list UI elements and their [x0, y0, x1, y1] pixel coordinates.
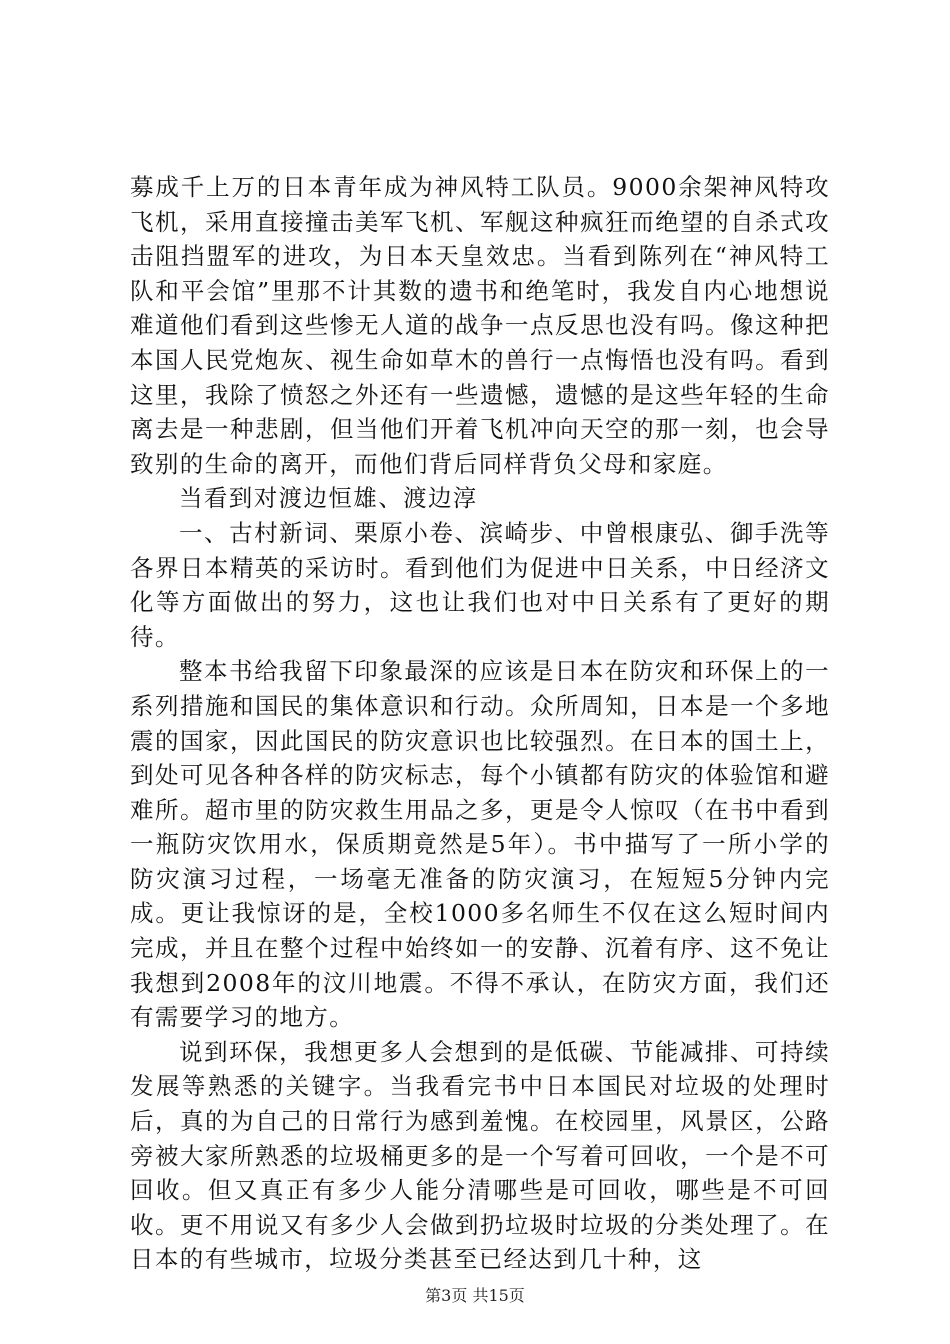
- page-number-footer: 第3页 共15页: [425, 1286, 525, 1305]
- paragraph-4: 整本书给我留下印象最深的应该是日本在防灾和环保上的一系列措施和国民的集体意识和行动。众所周知，日本是一个多地震的国家，因此国民的防灾意识也比较强烈。在日本的国土上，到处可见各种各样的防灾标志，每个小镇都有防灾的体验馆和避难所。超市里的防灾救生用品之多，更是令人惊叹（在书中看到一瓶防灾饮用水，保质期竟然是5年）。书中描写了一所小学的防灾演习过程，一场毫无准备的防灾演习，在短短5分钟内完成。更让我惊讶的是，全校1000多名师生不仅在这么短时间内完成，并且在整个过程中始终如一的安静、沉着有序、这不免让我想到2008年的汶川地震。不得不承认，在防灾方面，我们还有需要学习的地方。: [130, 657, 830, 1032]
- paragraph-2: 当看到对渡边恒雄、渡边淳: [179, 484, 478, 513]
- paragraph-3: 一、古村新词、栗原小卷、滨崎步、中曾根康弘、御手洗等各界日本精英的采访时。看到他们为促进中日关系，中日经济文化等方面做出的努力，这也让我们也对中日关系有了更好的期待。: [130, 518, 830, 651]
- paragraph-5: 说到环保，我想更多人会想到的是低碳、节能减排、可持续发展等熟悉的关键字。当我看完书中日本国民对垃圾的处理时后，真的为自己的日常行为感到羞愧。在校园里，风景区，公路旁被大家所熟悉的垃圾桶更多的是一个写着可回收，一个是不可回收。但又真正有多少人能分清哪些是可回收，哪些是不可回收。更不用说又有多少人会做到扔垃圾时垃圾的分类处理了。在日本的有些城市，垃圾分类甚至已经达到几十种，这: [130, 1037, 830, 1274]
- paragraph-1: 募成千上万的日本青年成为神风特工队员。9000余架神风特攻飞机，采用直接撞击美军飞机、军舰这种疯狂而绝望的自杀式攻击阻挡盟军的进攻，为日本天皇效忠。当看到陈列在“神风特工队和平会馆”里那不计其数的遗书和绝笔时，我发自内心地想说难道他们看到这些惨无人道的战争一点反思也没有吗。像这种把本国人民党炮灰、视生命如草木的兽行一点悔悟也没有吗。看到这里，我除了愤怒之外还有一些遗憾，遗憾的是这些年轻的生命离去是一种悲剧，但当他们开着飞机冲向天空的那一刻，也会导致别的生命的离开，而他们背后同样背负父母和家庭。: [130, 173, 830, 478]
- document-body: [130, 170, 830, 1277]
